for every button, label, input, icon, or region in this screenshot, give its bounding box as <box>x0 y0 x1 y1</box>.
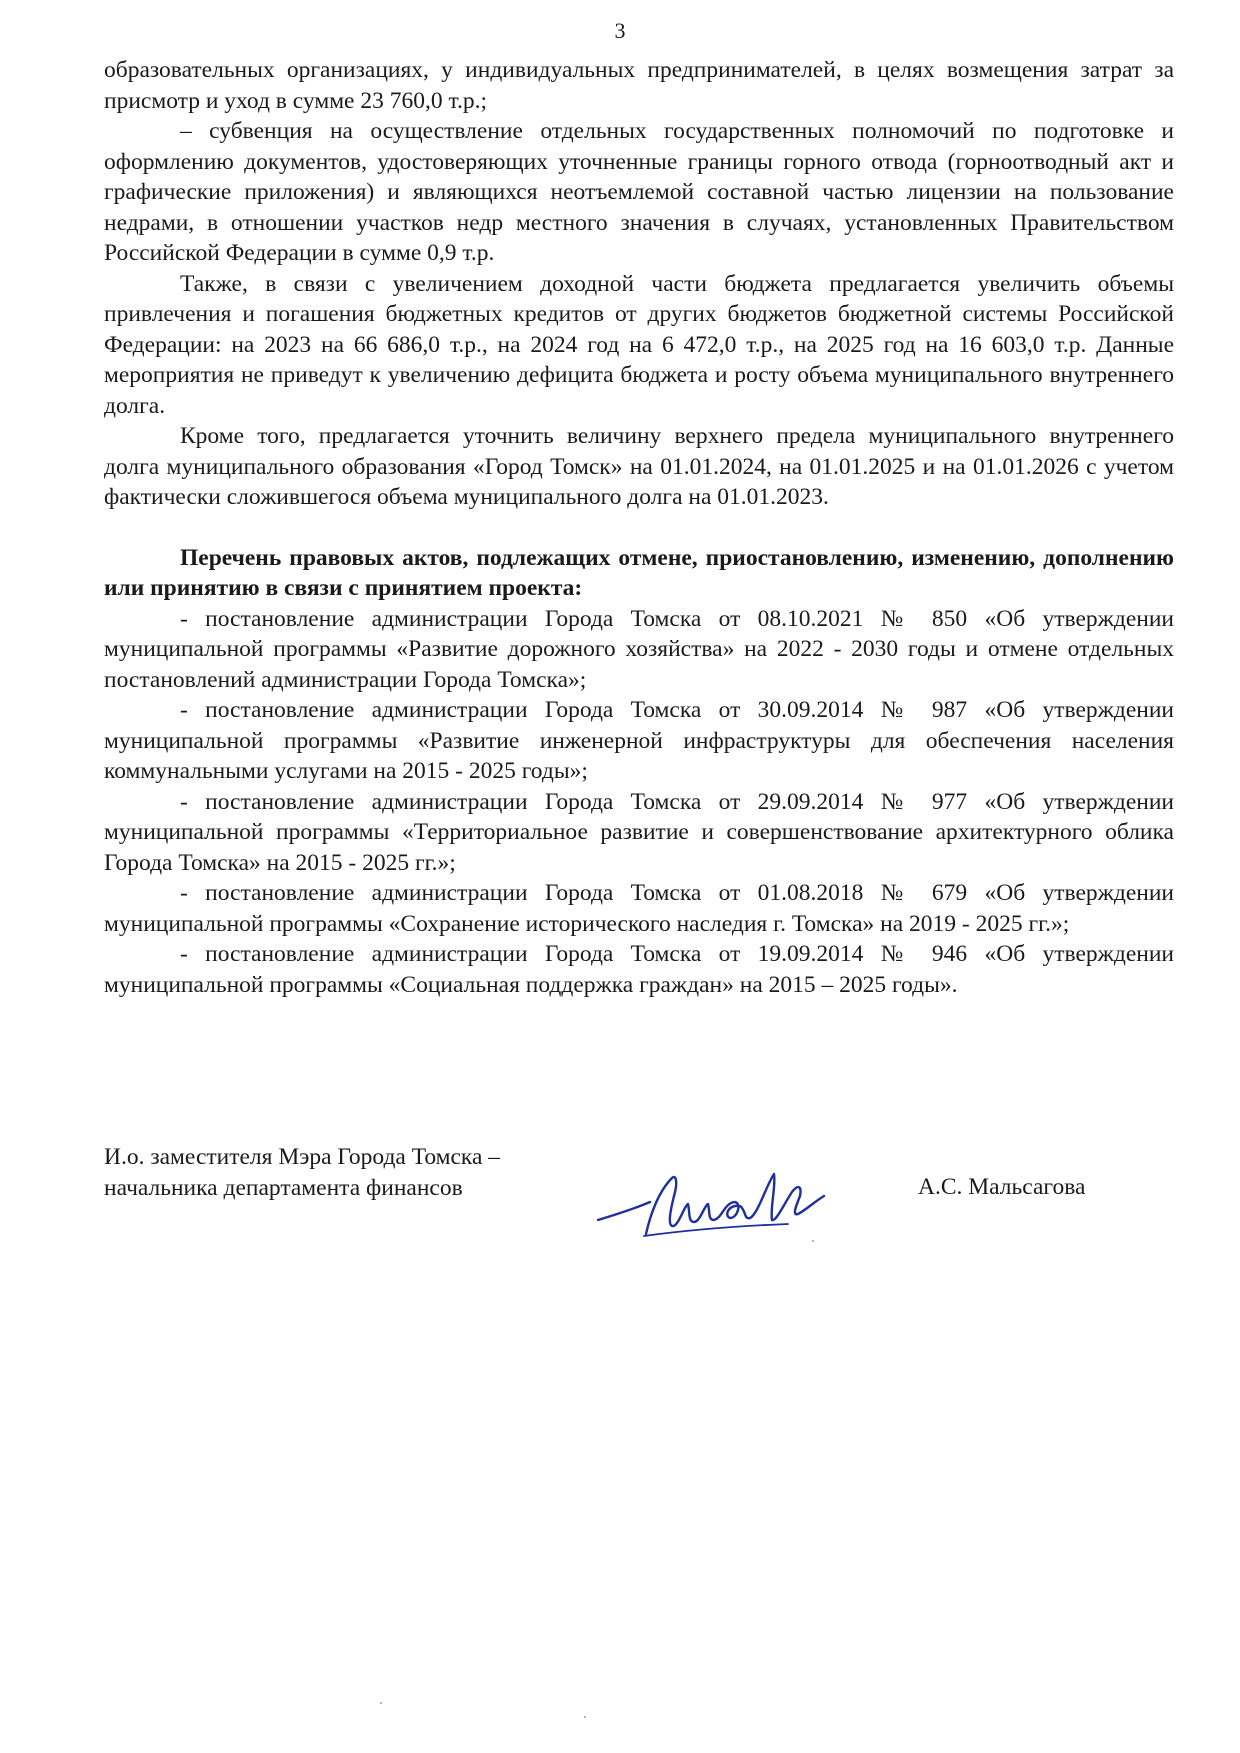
paragraph: Также, в связи с увеличением доходной части бюджета предлагается увеличить объемы привлечения и погашения бюджетных кредитов от других бюджетов бюджетной системы Российской Федерации: на 2023 на 66 686,0 т.р., на 2024 год на 6 472,0 т.р., на 2025 год на 16 603,0 т.р. Данные мероприятия не приведут к увеличению дефицита бюджета и росту объема муниципального внутреннего долга. <box>104 270 1174 419</box>
legal-act-item: - постановление администрации Города Томска от 19.09.2014 № 946 «Об утверждении муниципальной программы «Социальная поддержка граждан» на 2015 – 2025 годы». <box>104 941 1174 998</box>
page-number: 3 <box>614 18 626 43</box>
paragraph: – субвенция на осуществление отдельных государственных полномочий по подготовке и оформлению документов, удостоверяющих уточненные границы горного отвода (горноотводный акт и графические приложения) и являющихся неотъемлемой составной частью лицензии на пользование недрами, в отношении участков недр местного значения в случаях, установленных Правительством Российской Федерации в сумме 0,9 т.р. <box>104 118 1174 266</box>
scan-speck <box>812 1240 814 1242</box>
legal-act-item: - постановление администрации Города Томска от 08.10.2021 № 850 «Об утверждении муниципальной программы «Развитие дорожного хозяйства» на 2022 - 2030 годы и отмене отдельных постановлений администрации Города Томска»; <box>104 605 1174 693</box>
paragraph-spacer <box>104 513 1174 543</box>
legal-act-item: - постановление администрации Города Томска от 30.09.2014 № 987 «Об утверждении муниципальной программы «Развитие инженерной инфраструктуры для обеспечения населения коммунальными услугами на 2015 - 2025 годы»; <box>104 697 1174 784</box>
signatory-title <box>104 1142 500 1203</box>
document-body <box>104 55 1174 1000</box>
signature-block <box>104 1142 1174 1262</box>
signatory-name: А.С. Мальсагова <box>918 1174 1086 1200</box>
scan-speck <box>380 1702 382 1704</box>
signature-stroke <box>598 1174 824 1234</box>
signatory-title-line: И.о. заместителя Мэра Города Томска – <box>104 1144 501 1170</box>
legal-act-item: - постановление администрации Города Томска от 29.09.2014 № 977 «Об утверждении муниципальной программы «Территориальное развитие и совершенствование архитектурного облика Города Томска» на 2015 - 2025 гг.»; <box>104 788 1174 876</box>
handwritten-signature <box>588 1156 838 1246</box>
paragraph: образовательных организациях, у индивидуальных предпринимателей, в целях возмещения затрат за присмотр и уход в сумме 23 760,0 т.р.; <box>104 57 1174 114</box>
legal-acts-heading: Перечень правовых актов, подлежащих отмене, приостановлению, изменению, дополнению или принятию в связи с принятием проекта: <box>104 544 1174 601</box>
scan-speck <box>584 1716 586 1718</box>
signature-underline-stroke <box>644 1224 788 1236</box>
legal-act-item: - постановление администрации Города Томска от 01.08.2018 № 679 «Об утверждении муниципальной программы «Сохранение исторического наследия г. Томска» на 2019 - 2025 гг.»; <box>104 880 1174 937</box>
paragraph: Кроме того, предлагается уточнить величину верхнего предела муниципального внутреннего долга муниципального образования «Город Томск» на 01.01.2024, на 01.01.2025 и на 01.01.2026 с учетом фактически сложившегося объема муниципального долга на 01.01.2023. <box>104 423 1174 510</box>
signatory-title-line: начальника департамента финансов <box>104 1174 463 1201</box>
